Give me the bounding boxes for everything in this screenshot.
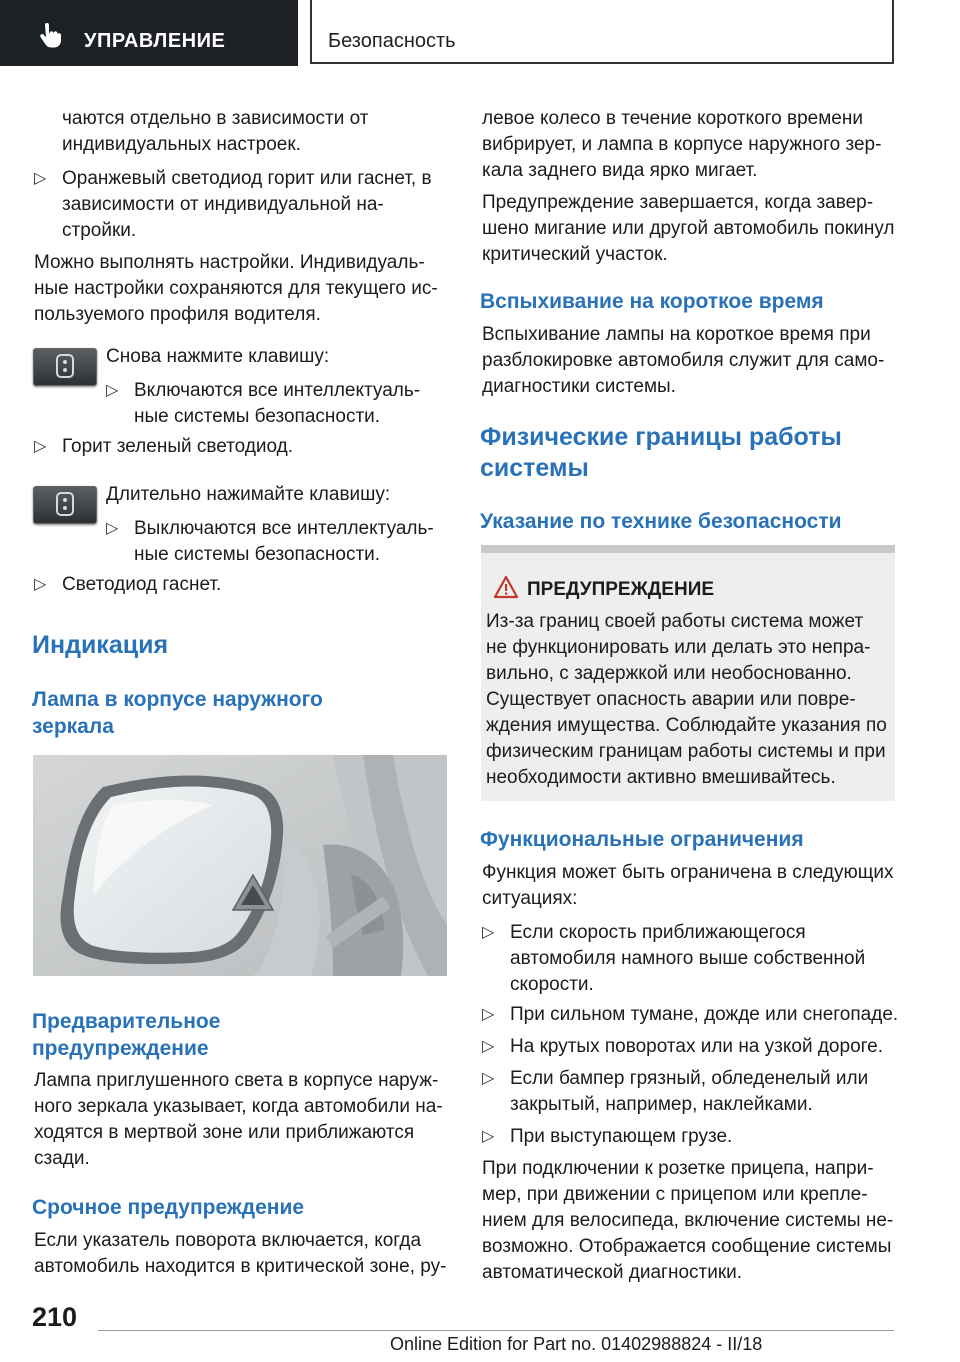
warning-box [481,545,895,801]
bullet-marker: ▷ [482,1070,495,1087]
subsection-heading [32,1008,452,1062]
text-line: чаются отдельно в зависимости от [62,108,369,129]
paragraph [482,322,902,400]
text-line: пользуемого профиля водителя. [34,304,321,325]
hand-pointer-icon [36,22,64,50]
heading-line: Физические границы работы [480,423,842,451]
text-line: Предупреждение завершается, когда завер- [482,192,874,213]
bullet-marker: ▷ [482,924,495,941]
warning-title: ПРЕДУПРЕЖДЕНИЕ [527,579,715,600]
text-line: закрытый, например, наклейками. [510,1094,813,1115]
car-assist-icon [56,354,74,378]
text-line: Если скорость приближающегося [510,922,806,943]
text-line: На крутых поворотах или на узкой дороге. [510,1036,883,1057]
text-line: Длительно нажимайте клавишу: [106,484,391,505]
edition-note: Online Edition for Part no. 01402988824 - II/18 [390,1334,763,1354]
paragraph [106,344,446,370]
text-line: автоматической диагностики. [482,1262,743,1283]
paragraph [34,1068,454,1172]
text-line: Оранжевый светодиод горит или гаснет, в [62,168,432,189]
text-line: Если бампер грязный, обледенелый или [510,1068,869,1089]
paragraph [106,482,446,508]
text-line: зависимости от индивидуальной на- [62,194,384,215]
footer-divider [98,1330,894,1331]
bullet-marker: ▷ [106,382,119,399]
text-line: Включаются все интеллектуаль- [134,380,421,401]
text-line: Вспыхивание лампы на короткое время при [482,324,871,345]
bullet-marker: ▷ [482,1038,495,1055]
section-heading [480,422,900,484]
bullet-marker: ▷ [482,1128,495,1145]
paragraph [482,860,902,912]
text-line: Горит зеленый светодиод. [62,436,294,457]
text-line: возможно. Отображается сообщение системы [482,1236,892,1257]
text-line: вильно, с задержкой или необоснованно. [486,663,852,684]
chapter-title-box [310,0,894,64]
subsection-heading: Функциональные ограничения [480,828,804,851]
car-assist-icon [56,492,74,516]
bullet-marker: ▷ [34,576,47,593]
bullet-marker: ▷ [34,438,47,455]
warning-triangle-icon [493,575,519,599]
warning-text [486,609,891,791]
text-line: При сильном тумане, дожде или снегопаде. [510,1004,899,1025]
subsection-heading: Указание по технике безопасности [480,510,842,533]
text-line: Из-за границ своей работы система может [486,611,864,632]
text-line: ного зеркала указывает, когда автомобили на- [34,1096,443,1117]
text-line: стройки. [62,220,137,241]
page-number: 210 [32,1302,78,1332]
section-heading: Индикация [32,631,169,659]
text-line: критический участок. [482,244,668,265]
text-line: Если указатель поворота включается, когда [34,1230,422,1251]
text-line: Существует опасность аварии или повре- [486,689,856,710]
safety-button-image [33,486,97,524]
heading-line: предупреждение [32,1037,209,1060]
section-tab [0,0,298,66]
text-line: Светодиод гаснет. [62,574,222,595]
text-line: Лампа приглушенного света в корпусе наруж- [34,1070,439,1091]
heading-line: Предварительное [32,1010,221,1033]
paragraph [482,1156,902,1286]
paragraph [62,106,452,158]
chapter-title: Безопасность [328,30,456,52]
paragraph [482,190,902,268]
text-line: вибрирует, и лампа в корпусе наружного зер- [482,134,882,155]
section-name: УПРАВЛЕНИЕ [84,30,226,52]
text-line: Функция может быть ограничена в следующих [482,862,894,883]
text-line: ные настройки сохраняются для текущего ис- [34,278,438,299]
heading-line: Лампа в корпусе наружного [32,688,323,711]
text-line: физическим границам работы системы и при [486,741,886,762]
text-line: Снова нажмите клавишу: [106,346,330,367]
text-line: необходимости активно вмешивайтесь. [486,767,836,788]
text-line: не функционировать или делать это непра- [486,637,871,658]
text-line: При выступающем грузе. [510,1126,733,1147]
heading-line: системы [480,454,589,482]
text-line: ные системы безопасности. [134,406,381,427]
text-line: левое колесо в течение короткого времени [482,108,863,129]
bullet-marker: ▷ [106,520,119,537]
text-line: автомобиля намного выше собственной [510,948,866,969]
heading-line: зеркала [32,715,114,738]
text-line: ситуациях: [482,888,578,909]
bullet-marker: ▷ [34,170,47,187]
page-header [0,0,960,66]
paragraph [482,106,902,184]
bullet-marker: ▷ [482,1006,495,1023]
text-line: автомобиль находится в критической зоне, ру- [34,1256,447,1277]
text-line: ждения имущества. Соблюдайте указания по [486,715,887,736]
paragraph [34,1228,454,1280]
text-line: мер, при движении с прицепом или крепле- [482,1184,868,1205]
text-line: При подключении к розетке прицепа, напри- [482,1158,874,1179]
subsection-heading [32,686,452,740]
text-line: Выключаются все интеллектуаль- [134,518,434,539]
text-line: индивидуальных настроек. [62,134,301,155]
text-line: нием для велосипеда, включение системы не- [482,1210,894,1231]
safety-button-image [33,348,97,386]
subsection-heading: Вспыхивание на короткое время [480,290,824,313]
text-line: сзади. [34,1148,90,1169]
text-line: шено мигание или другой автомобиль покинул [482,218,895,239]
mirror-illustration [33,755,447,976]
text-line: кала заднего вида ярко мигает. [482,160,758,181]
text-line: диагностики системы. [482,376,676,397]
subsection-heading: Срочное предупреждение [32,1196,305,1219]
text-line: разблокировке автомобиля служит для само- [482,350,885,371]
text-line: скорости. [510,974,594,995]
text-line: ные системы безопасности. [134,544,381,565]
text-line: ходятся в мертвой зоне или приближаются [34,1122,415,1143]
text-line: Можно выполнять настройки. Индивидуаль- [34,252,425,273]
paragraph [34,250,454,328]
